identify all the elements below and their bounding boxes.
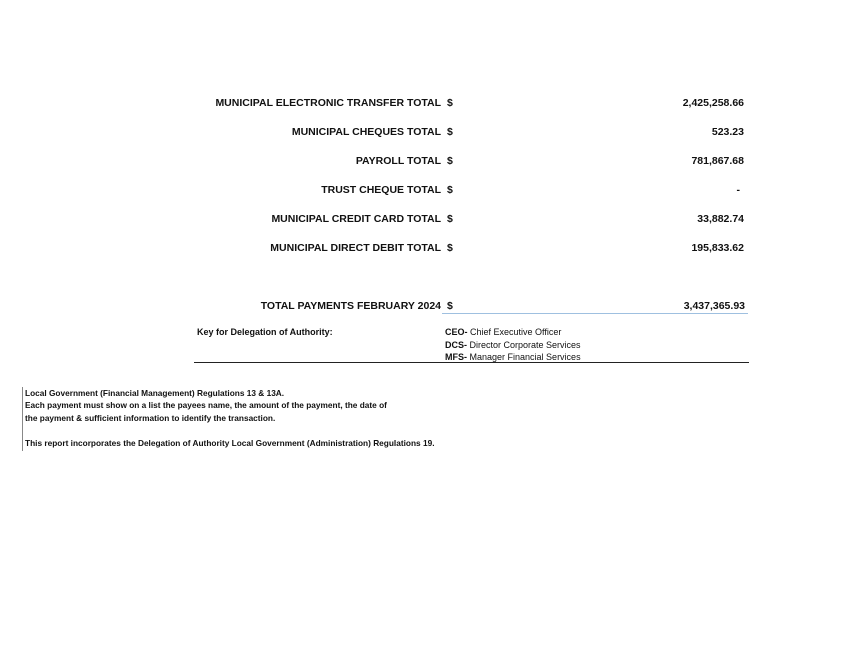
total-row-trust-cheque: [0, 182, 846, 198]
currency-symbol: $: [447, 242, 453, 254]
delegation-key-list: [445, 326, 581, 364]
total-row-payroll: [0, 153, 846, 169]
total-label: MUNICIPAL ELECTRONIC TRANSFER TOTAL: [215, 97, 441, 109]
total-label: MUNICIPAL DIRECT DEBIT TOTAL: [270, 242, 441, 254]
note-line-requirement: Each payment must show on a list the payees name, the amount of the payment, the date of: [25, 400, 387, 411]
note-line-regulations: Local Government (Financial Management) Regulations 13 & 13A.: [25, 388, 285, 398]
currency-symbol: $: [447, 213, 453, 225]
total-label: MUNICIPAL CHEQUES TOTAL: [291, 126, 441, 138]
grand-total-amount: 3,437,365.93: [683, 300, 745, 312]
currency-symbol: $: [447, 300, 453, 312]
total-amount: 781,867.68: [691, 155, 744, 167]
key-code: CEO-: [445, 327, 468, 337]
total-label: MUNICIPAL CREDIT CARD TOTAL: [271, 213, 441, 225]
delegation-key-label: Key for Delegation of Authority:: [197, 327, 333, 337]
total-amount: 33,882.74: [697, 213, 744, 225]
key-description: Manager Financial Services: [469, 352, 581, 362]
grand-total-row: [0, 298, 846, 314]
currency-symbol: $: [447, 184, 453, 196]
key-code: DCS-: [445, 339, 467, 350]
key-item-ceo: [445, 326, 581, 339]
total-amount: 2,425,258.66: [682, 97, 744, 109]
total-row-cheques: [0, 124, 846, 140]
note-spacer: [25, 424, 485, 436]
total-row-direct-debit: [0, 240, 846, 256]
key-description: Director Corporate Services: [469, 339, 581, 350]
total-amount: 195,833.62: [691, 242, 744, 254]
total-label: PAYROLL TOTAL: [355, 155, 441, 167]
total-row-credit-card: [0, 211, 846, 227]
regulation-notes: [22, 387, 485, 451]
total-amount: -: [736, 184, 740, 196]
key-description: Chief Executive Officer: [470, 327, 562, 337]
note-line-delegation: This report incorporates the Delegation of Authority Local Government (Administration) Regulations 19.: [25, 437, 435, 448]
note-line-requirement-cont: the payment & sufficient information to identify the transaction.: [25, 412, 276, 423]
total-row-electronic-transfer: [0, 95, 846, 111]
grand-total-label: TOTAL PAYMENTS FEBRUARY 2024: [260, 300, 441, 312]
grand-total-underline: [442, 313, 748, 314]
total-amount: 523.23: [711, 126, 744, 138]
currency-symbol: $: [447, 155, 453, 167]
key-code: MFS-: [445, 352, 467, 362]
currency-symbol: $: [447, 126, 453, 138]
key-bottom-divider: [194, 362, 749, 363]
total-label: TRUST CHEQUE TOTAL: [321, 184, 441, 196]
currency-symbol: $: [447, 97, 453, 109]
key-item-dcs: [445, 339, 581, 352]
